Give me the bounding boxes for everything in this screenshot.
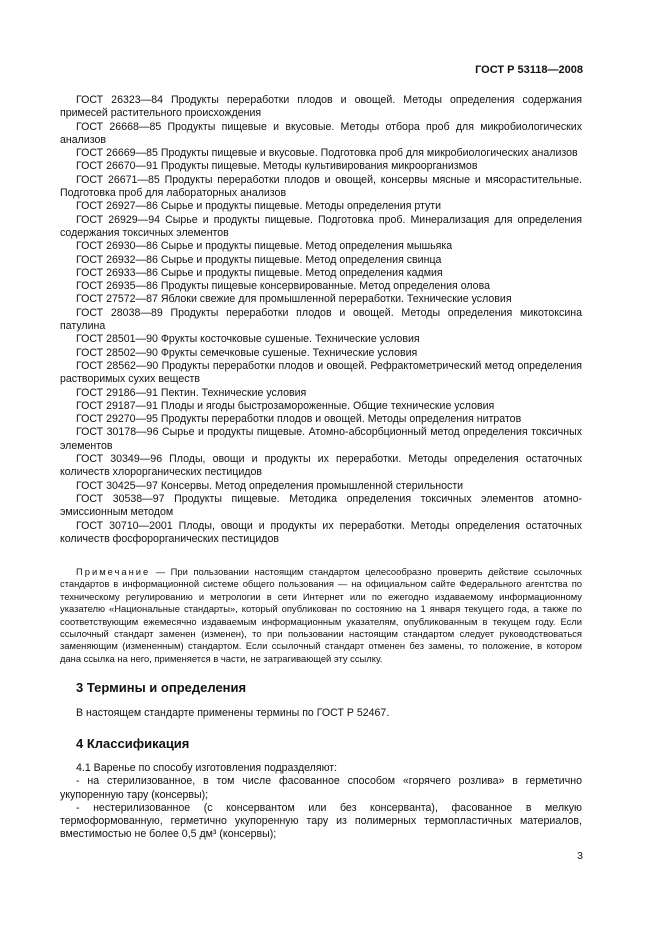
references-note (60, 566, 582, 665)
reference-item: ГОСТ 30178—96 Сырье и продукты пищевые. Атомно-абсорбционный метод определения токсичных элементов (60, 426, 582, 452)
reference-item: ГОСТ 26668—85 Продукты пищевые и вкусовые. Методы отбора проб для микробиологических анализов (60, 120, 582, 146)
reference-item: ГОСТ 26933—86 Сырье и продукты пищевые. Метод определения кадмия (76, 266, 443, 279)
section-4-item: - нестерилизованное (с консервантом или без консерванта), фасованное в мелкую термоформованную, герметично укупоренную тару из полимерных термопластичных материалов, вместимостью не более 0,5 дм³ (консервы); (60, 801, 582, 841)
reference-item: ГОСТ 28501—90 Фрукты косточковые сушеные. Технические условия (76, 333, 420, 346)
reference-item: ГОСТ 26671—85 Продукты переработки плодов и овощей, консервы мясные и мясорастительные. Подготовка проб для лабораторных анализов (60, 173, 582, 200)
document-id-header: ГОСТ Р 53118—2008 (475, 64, 583, 76)
note-label: Примечание (76, 566, 151, 577)
reference-item: ГОСТ 27572—87 Яблоки свежие для промышленной переработки. Технические условия (76, 293, 512, 306)
reference-item: ГОСТ 29186—91 Пектин. Технические условия (76, 386, 307, 399)
reference-item: ГОСТ 26670—91 Продукты пищевые. Методы культивирования микроорганизмов (76, 160, 478, 173)
reference-item: ГОСТ 26323—84 Продукты переработки плодов и овощей. Методы определения содержания примесей растительного происхождения (60, 94, 582, 120)
reference-item: ГОСТ 26927—86 Сырье и продукты пищевые. Методы определения ртути (76, 200, 442, 213)
reference-item: ГОСТ 26932—86 Сырье и продукты пищевые. Метод определения свинца (76, 253, 442, 266)
section-3-text (60, 707, 582, 720)
section-3-paragraph: В настоящем стандарте применены термины по ГОСТ Р 52467. (76, 707, 390, 719)
reference-item: ГОСТ 30710—2001 Плоды, овощи и продукты их переработки. Методы определения остаточных количеств фосфорорганических пестицидов (60, 519, 582, 545)
section-4-item: - на стерилизованное, в том числе фасованное способом «горячего розлива» в герметично укупоренную тару (консервы); (60, 775, 582, 801)
note-text: — При пользовании настоящим стандартом целесообразно проверить действие ссылочных стандартов в информационной системе общего пользования — на официальном сайте Федерального агентства по техническому регулированию и метрологии в сети Интернет или по ежегодно издаваемому информационному указателю «Национальные стандарты», который опубликован по состоянию на 1 января текущего года, а также по соответствующим ежемесячно издаваемым информационным указателям, опубликованным в текущем году. Если ссылочный стандарт заменен (изменен), то при пользовании настоящим стандартом следует руководствоваться заменяющим (измененным) стандартом. Если ссылочный стандарт отменен без замены, то положение, в котором дана ссылка на него, применяется в части, не затрагивающей эту ссылку. (60, 566, 582, 664)
reference-item: ГОСТ 28502—90 Фрукты семечковые сушеные. Технические условия (76, 346, 418, 359)
section-4-heading: 4 Классификация (76, 736, 190, 751)
reference-item: ГОСТ 26669—85 Продукты пищевые и вкусовые. Подготовка проб для микробиологических анализов (76, 147, 578, 160)
reference-item: ГОСТ 26929—94 Сырье и продукты пищевые. Подготовка проб. Минерализация для определения содержания токсичных элементов (60, 213, 582, 239)
reference-item: ГОСТ 30425—97 Консервы. Метод определения промышленной стерильности (76, 479, 464, 492)
reference-item: ГОСТ 29270—95 Продукты переработки плодов и овощей. Методы определения нитратов (76, 413, 522, 426)
reference-item: ГОСТ 28038—89 Продукты переработки плодов и овощей. Методы определения микотоксина патулина (60, 306, 582, 333)
section-3-heading: 3 Термины и определения (76, 680, 247, 695)
section-4-body (60, 762, 582, 842)
reference-item: ГОСТ 30538—97 Продукты пищевые. Методика определения токсичных элементов атомно-эмиссионным методом (60, 492, 582, 519)
reference-item: ГОСТ 26930—86 Сырье и продукты пищевые. Метод определения мышьяка (76, 240, 453, 253)
reference-item: ГОСТ 29187—91 Плоды и ягоды быстрозамороженные. Общие технические условия (76, 399, 495, 412)
page-number: 3 (577, 850, 583, 862)
normative-references-list (60, 94, 582, 546)
section-4-intro: 4.1 Варенье по способу изготовления подразделяют: (76, 762, 338, 774)
reference-item: ГОСТ 30349—96 Плоды, овощи и продукты их переработки. Методы определения остаточных количеств хлорорганических пестицидов (60, 453, 582, 479)
reference-item: ГОСТ 28562—90 Продукты переработки плодов и овощей. Рефрактометрический метод определения растворимых сухих веществ (60, 359, 582, 386)
reference-item: ГОСТ 26935—86 Продукты пищевые консервированные. Метод определения олова (76, 280, 490, 293)
